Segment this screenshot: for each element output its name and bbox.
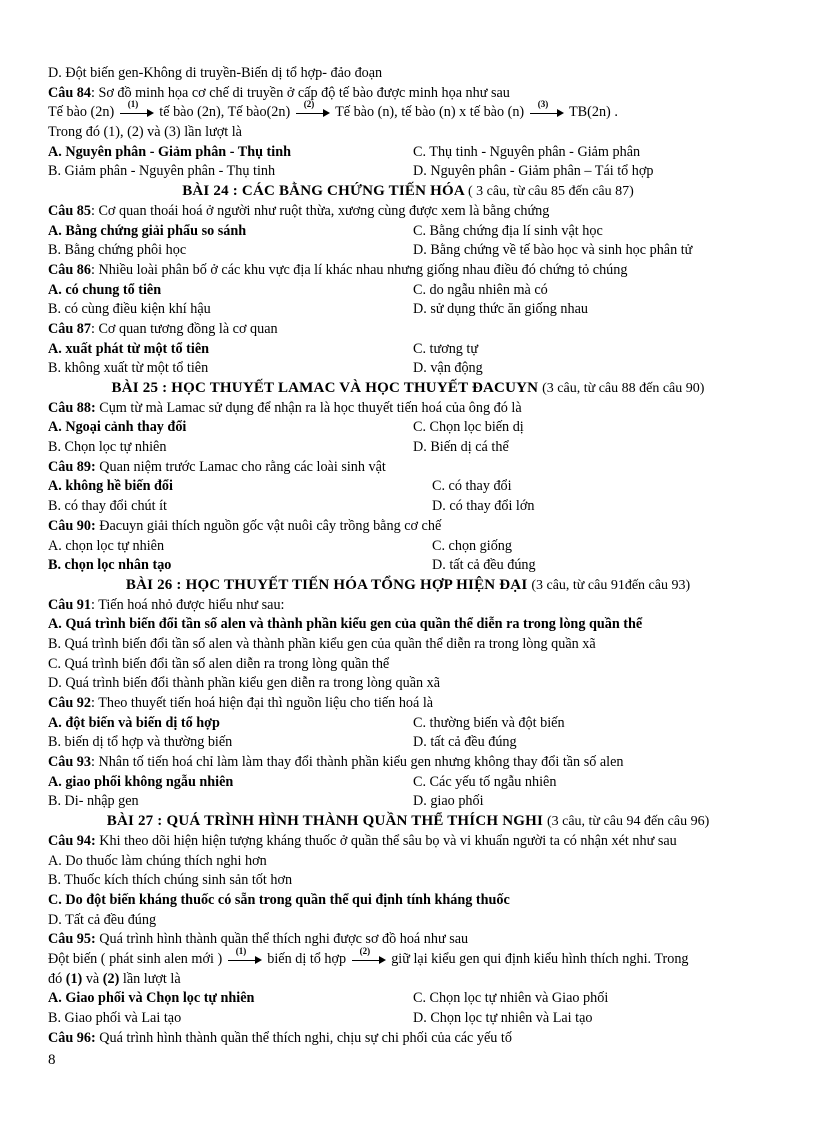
options-row: A. Giao phối và Chọn lọc tự nhiên C. Chọn lọc tự nhiên và Giao phối [48, 990, 609, 1007]
question-84: Câu 84: Sơ đồ minh họa cơ chế di truyền ở cấp độ tế bào được minh họa như sau [48, 84, 510, 101]
arrow-icon: (3) [530, 108, 564, 118]
question-95: Câu 95: Quá trình hình thành quần thể thích nghi được sơ đồ hoá như sau [48, 931, 469, 948]
options-row: A. chọn lọc tự nhiên C. chọn giống [48, 537, 512, 554]
document-page [48, 64, 768, 1048]
diagram-84: Tế bào (2n) (1) tế bào (2n), Tế bào(2n) (2) Tế bào (n), tế bào (n) x tế bào (n) (3) TB(2n) . [48, 99, 618, 121]
options-row: B. có thay đổi chút ít D. có thay đổi lớn [48, 498, 535, 515]
option-b: B. Quá trình biến đổi tần số alen và thành phần kiểu gen của quần thể diễn ra trong lòng quần xã [48, 635, 596, 652]
options-row: B. biến dị tổ hợp và thường biến D. tất cả đều đúng [48, 734, 517, 751]
question-96: Câu 96: Quá trình hình thành quần thể thích nghi, chịu sự chi phối của các yếu tố [48, 1029, 512, 1046]
options-row: B. Chọn lọc tự nhiên D. Biến dị cá thể [48, 439, 509, 456]
option-a: A. Quá trình biến đổi tần số alen và thành phần kiểu gen của quần thể diễn ra trong lòng quần thể [48, 616, 643, 633]
options-row: A. giao phối không ngẫu nhiên C. Các yếu tố ngẫu nhiên [48, 773, 557, 790]
options-row: B. có cùng điều kiện khí hậu D. sử dụng thức ăn giống nhau [48, 301, 588, 318]
arrow-icon: (2) [352, 955, 386, 965]
options-row: A. có chung tổ tiên C. do ngẫu nhiên mà có [48, 281, 548, 298]
arrow-icon: (1) [120, 108, 154, 118]
line-text: đó (1) và (2) lần lượt là [48, 970, 181, 987]
diagram-95: Đột biến ( phát sinh alen mới ) (1) biến dị tổ hợp (2) giữ lại kiểu gen qui định kiểu hình thích nghi. Trong [48, 945, 689, 967]
question-94: Câu 94: Khi theo dõi hiện hiện tượng kháng thuốc ở quần thể sâu bọ và vi khuẩn người ta có nhận xét như sau [48, 832, 677, 849]
section-heading-27: BÀI 27 : QUÁ TRÌNH HÌNH THÀNH QUẦN THỂ THÍCH NGHI (3 câu, từ câu 94 đến câu 96) [106, 813, 710, 830]
question-92: Câu 92: Theo thuyết tiến hoá hiện đại thì nguồn liệu cho tiến hoá là [48, 695, 434, 711]
options-row: A. Bằng chứng giải phẩu so sánh C. Bằng chứng địa lí sinh vật học [48, 222, 603, 239]
options-row: B. Giảm phân - Nguyên phân - Thụ tinh D. Nguyên phân - Giảm phân – Tái tổ hợp [48, 163, 654, 180]
options-row: A. Nguyên phân - Giảm phân - Thụ tinh C. Thụ tinh - Nguyên phân - Giảm phân [48, 143, 641, 160]
option-c: C. Quá trình biến đổi tần số alen diễn ra trong lòng quần thể [48, 655, 390, 672]
options-row: B. chọn lọc nhân tạo D. tất cả đều đúng [48, 557, 536, 574]
arrow-icon: (2) [296, 108, 330, 118]
arrow-icon: (1) [228, 955, 262, 965]
option-b: B. Thuốc kích thích chúng sinh sản tốt hơn [48, 872, 293, 889]
question-87: Câu 87: Cơ quan tương đồng là cơ quan [48, 320, 278, 337]
section-heading-25: BÀI 25 : HỌC THUYẾT LAMAC VÀ HỌC THUYẾT ĐACUYN (3 câu, từ câu 88 đến câu 90) [111, 380, 705, 396]
line-text: Trong đó (1), (2) và (3) lần lượt là [48, 124, 242, 141]
options-row: A. xuất phát từ một tổ tiên C. tương tự [48, 340, 479, 357]
question-93: Câu 93: Nhân tố tiến hoá chỉ làm làm thay đổi thành phần kiểu gen nhưng không thay đổi tần số alen [48, 754, 624, 771]
options-row: B. Giao phối và Lai tạo D. Chọn lọc tự nhiên và Lai tạo [48, 1010, 593, 1026]
option-c: C. Do đột biến kháng thuốc có sẵn trong quần thể qui định tính kháng thuốc [48, 891, 510, 908]
section-heading-26: BÀI 26 : HỌC THUYẾT TIẾN HÓA TỔNG HỢP HIỆN ĐẠI (3 câu, từ câu 91đến câu 93) [125, 576, 691, 593]
options-row: B. không xuất từ một tổ tiên D. vận động [48, 360, 483, 377]
line-option-d-prev: D. Đột biến gen-Không di truyền-Biến dị tổ hợp- đảo đoạn [48, 65, 383, 81]
section-heading-24: BÀI 24 : CÁC BẰNG CHỨNG TIẾN HÓA ( 3 câu, từ câu 85 đến câu 87) [182, 183, 634, 200]
option-a: A. Do thuốc làm chúng thích nghi hơn [48, 852, 267, 869]
question-90: Câu 90: Đacuyn giải thích nguồn gốc vật nuôi cây trồng bằng cơ chế [48, 517, 442, 534]
question-85: Câu 85: Cơ quan thoái hoá ở người như ruột thừa, xương cùng được xem là bằng chứng [48, 202, 550, 219]
question-89: Câu 89: Quan niệm trước Lamac cho rằng các loài sinh vật [48, 458, 386, 475]
page-number: 8 [48, 1052, 56, 1068]
question-88: Câu 88: Cụm từ mà Lamac sử dụng để nhận ra là học thuyết tiến hoá của ông đó là [48, 399, 522, 416]
question-91: Câu 91: Tiến hoá nhỏ được hiểu như sau: [48, 596, 285, 613]
option-d: D. Quá trình biến đổi thành phần kiểu gen diễn ra trong lòng quần xã [48, 675, 441, 692]
options-row: B. Bằng chứng phôi học D. Bằng chứng về tế bào học và sinh học phân tử [48, 242, 693, 259]
options-row: A. không hề biến đổi C. có thay đổi [48, 478, 512, 495]
options-row: A. Ngoại cảnh thay đổi C. Chọn lọc biến dị [48, 419, 524, 436]
option-d: D. Tất cả đều đúng [48, 911, 157, 928]
question-86: Câu 86: Nhiều loài phân bố ở các khu vực địa lí khác nhau nhưng giống nhau điều đó chứng tỏ chúng [48, 261, 628, 278]
options-row: A. đột biến và biến dị tổ hợp C. thường biến và đột biến [48, 714, 565, 731]
options-row: B. Di- nhập gen D. giao phối [48, 793, 484, 810]
